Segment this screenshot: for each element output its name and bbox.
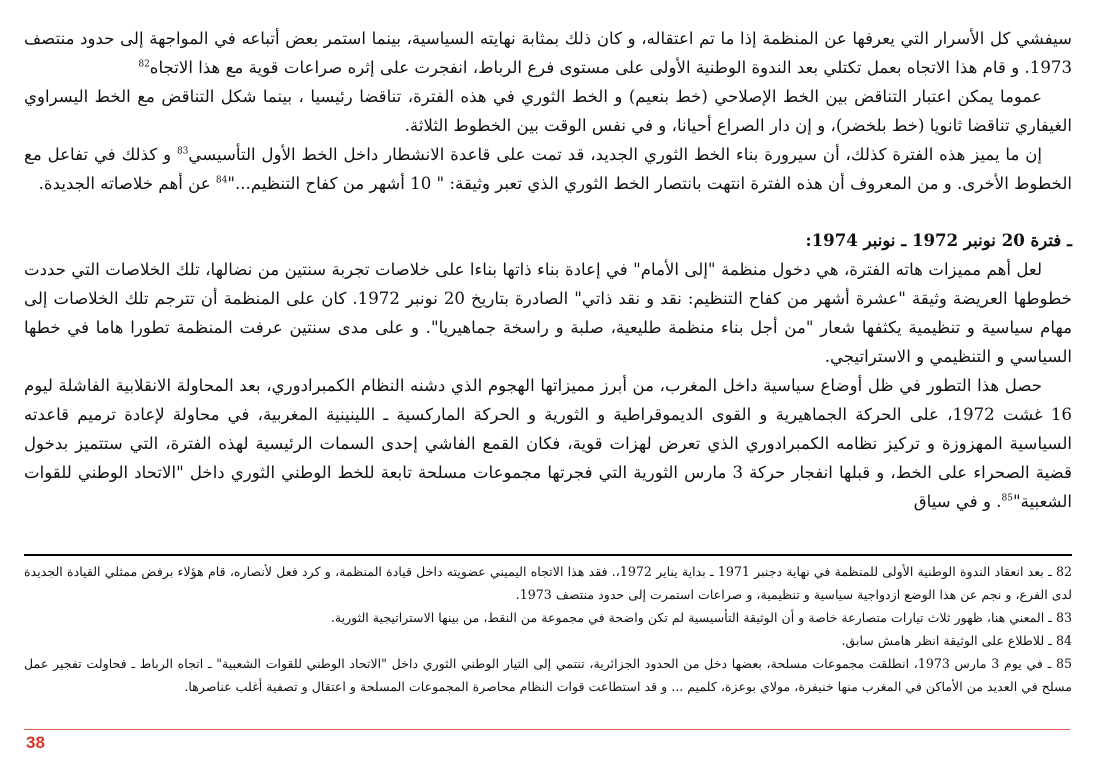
paragraph-3: إن ما يميز هذه الفترة كذلك، أن سيرورة بناء الخط الثوري الجديد، قد تمت على قاعدة الانشطار داخل الخط الأول التأسيسي$^{83}$ و كذلك في تفاعل مع الخطوط الأخرى. و من المعروف أن هذه الفترة انتهت بانتصار الخط الثوري الذي تعبر وثيقة: " 10 أشهر من كفاح التنظيم..."$^{84}$ عن أهم خلاصاته الجديدة. <box>24 145 1072 193</box>
page-number: 38 <box>26 733 45 752</box>
paragraph-2: عموما يمكن اعتبار التناقض بين الخط الإصلاحي (خط بنعيم) و الخط الثوري في هذه الفترة، تناقضا رئيسيا ، بينما شكل التناقض مع الخط اليسراوي الغيفاري تناقضا ثانويا (خط بلخضر)، و إن دار الصراع أحيانا، و في نفس الوقت بين الخطوط الثلاثة. <box>24 87 1072 135</box>
footnotes <box>24 560 1072 698</box>
footnote-83: 83 ـ المعني هنا، ظهور ثلاث تيارات متصارعة خاصة و أن الوثيقة التأسيسية لم تكن واضحة في مجموعة من النقط، من بينها الاستراتيجية الثورية. <box>330 610 1072 625</box>
footnote-divider <box>24 554 1072 556</box>
paragraph-5: حصل هذا التطور في ظل أوضاع سياسية داخل المغرب، من أبرز مميزاتها الهجوم الذي دشنه النظام الكمبرادوري، بعد المحاولة الانقلابية الفاشلة ليوم 16 غشت 1972، على الحركة الجماهيرية و القوى الديموقراطية و الثورية و الحركة الماركسية ـ اللينينية المغربية، في محاولة لإعادة ترميم قاعدته السياسية المهزوزة و تركيز نظامه الكمبرادوري الذي تعرض لهزات قوية، فكان القمع الفاشي إحدى السمات الرئيسية لهذه الفترة، التي ستتميز بدخول قضية الصحراء على الخط، و قبلها انفجار حركة 3 مارس الثورية التي فجرتها مجموعات مسلحة تابعة للخط الوطني الثوري داخل "الاتحاد الوطني للقوات الشعبية"$^{85}$. و في سياق <box>24 376 1073 511</box>
footnote-82: 82 ـ بعد انعقاد الندوة الوطنية الأولى للمنظمة في نهاية دجنبر 1971 ـ بداية يناير 1972،. فقد هذا الاتجاه اليميني عضويته داخل قيادة المنظمة، و كرد فعل لأنصاره، قام هؤلاء برفض ممثلي القيادة الجديدة لدى الفرع، و نجم عن هذا الوضع ازدواجية سياسية و تنظيمية، و صراعات استمرت إلى حدود منتصف 1973. <box>24 564 1072 602</box>
footnote-ref-82[interactable]: 82 <box>138 59 150 70</box>
body-text <box>24 24 1072 516</box>
page-number-rule <box>24 729 1070 730</box>
paragraph-1: سيفشي كل الأسرار التي يعرفها عن المنظمة إذا ما تم اعتقاله، و كان ذلك بمثابة نهايته السياسية، بينما استمر بعض أتباعه في المواجهة إلى حدود منتصف 1973. و قام هذا الاتجاه بعمل تكتلي بعد الندوة الوطنية الأولى على مستوى فرع الرباط، انفجرت على إثره صراعات قوية مع هذا الاتجاه$^{82}$ <box>24 29 1072 77</box>
footnote-85: 85 ـ في يوم 3 مارس 1973، انطلقت مجموعات مسلحة، بعضها دخل من الحدود الجزائرية، تنتمي إلى التيار الوطني الثوري داخل "الاتحاد الوطني للقوات الشعبية" ـ اتجاه الرباط ـ فحاولت تفجير عمل مسلح في العديد من الأماكن في المغرب منها خنيفرة، مولاي بوعزة، كلميم ... و قد استطاعت قوات النظام محاصرة المجموعات المسلحة و اعتقال و تصفية أغلب عناصرها. <box>24 656 1072 694</box>
footnote-ref-83[interactable]: 83 <box>176 146 189 157</box>
paragraph-4: لعل أهم مميزات هاته الفترة، هي دخول منظمة "إلى الأمام" في إعادة بناء ذاتها بناءا على خلاصات تجربة سنتين من نضالها، تلك الخلاصات التي حددت خطوطها العريضة وثيقة "عشرة أشهر من كفاح التنظيم: نقد و نقد ذاتي" الصادرة بتاريخ 20 نونبر 1972. كان على المنظمة أن تترجم تلك الخلاصات إلى مهام سياسية و تنظيمية يكثفها شعار "من أجل بناء منظمة طليعية، صلبة و راسخة جماهيريا". و على مدى سنتين عرفت المنظمة تطورا هاما في خطها السياسي و التنظيمي و الاستراتيجي. <box>24 260 1072 366</box>
footnote-ref-84[interactable]: 84 <box>215 175 228 186</box>
footnote-ref-85[interactable]: 85 <box>1001 493 1013 504</box>
footnote-84: 84 ـ للاطلاع على الوثيقة انظر هامش سابق. <box>841 633 1072 648</box>
section-heading: ـ فترة 20 نونبر 1972 ـ نونبر 1974: <box>805 230 1072 250</box>
